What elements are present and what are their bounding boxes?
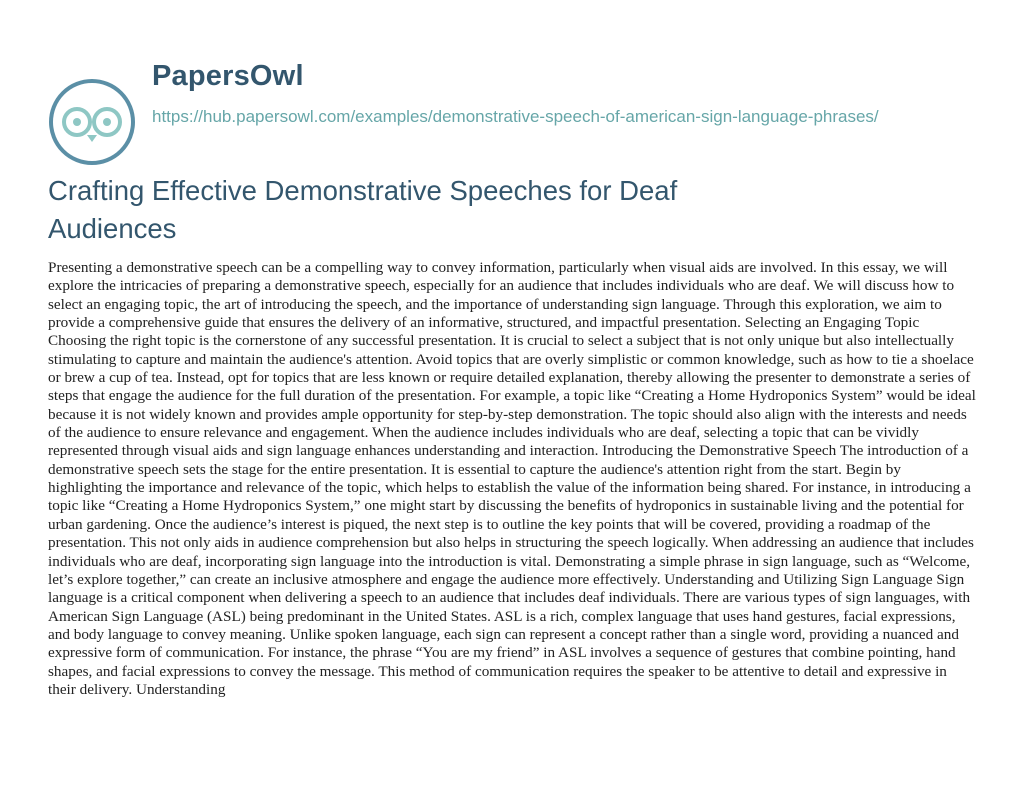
brand-name[interactable]: PapersOwl xyxy=(152,60,304,92)
owl-logo-icon[interactable] xyxy=(48,78,136,166)
site-header xyxy=(48,58,948,158)
article-title: Crafting Effective Demonstrative Speeches for Deaf Audiences xyxy=(48,175,678,244)
article-body: Presenting a demonstrative speech can be a compelling way to convey information, particularly when visual aids are involved. In this essay, we will explore the intricacies of preparing a demonstrative speech, especially for an audience that includes individuals who are deaf. We will discuss how to select an engaging topic, the art of introducing the speech, and the importance of understanding sign language. Through this exploration, we aim to provide a comprehensive guide that ensures the delivery of an informative, structured, and impactful presentation. Selecting an Engaging Topic Choosing the right topic is the cornerstone of any successful presentation. It is crucial to select a subject that is not only unique but also intellectually stimulating to capture and maintain the audience's attention. Avoid topics that are overly simplistic or common knowledge, such as how to tie a shoelace or brew a cup of tea. Instead, opt for topics that are less known or require detailed explanation, thereby allowing the presenter to demonstrate a series of steps that engage the audience for the full duration of the presentation. For example, a topic like “Creating a Home Hydroponics System” would be ideal because it is not widely known and provides ample opportunity for step-by-step demonstration. The topic should also align with the interests and needs of the audience to ensure relevance and engagement. When the audience includes individuals who are deaf, selecting a topic that can be vividly represented through visual aids and sign language enhances understanding and interaction. Introducing the Demonstrative Speech The introduction of a demonstrative speech sets the stage for the entire presentation. It is essential to capture the audience's attention right from the start. Begin by highlighting the importance and relevance of the topic, which helps to establish the value of the information being shared. For instance, in introducing a topic like “Creating a Home Hydroponics System,” one might start by discussing the benefits of hydroponics in sustainable living and the potential for urban gardening. Once the audience’s interest is piqued, the next step is to outline the key points that will be covered, providing a roadmap of the presentation. This not only aids in audience comprehension but also helps in structuring the speech logically. When addressing an audience that includes individuals who are deaf, incorporating sign language into the introduction is vital. Demonstrating a simple phrase in sign language, such as “Welcome, let’s explore together,” can create an inclusive atmosphere and engage the audience more effectively. Understanding and Utilizing Sign Language Sign language is a critical component when delivering a speech to an audience that includes deaf individuals. There are various types of sign languages, with American Sign Language (ASL) being predominant in the United States. ASL is a rich, complex language that uses hand gestures, facial expressions, and body language to convey meaning. Unlike spoken language, each sign can represent a concept rather than a single word, providing a nuanced and expressive form of communication. For instance, the phrase “You are my friend” in ASL involves a sequence of gestures that combine pointing, hand shapes, and facial expressions to convey the message. This method of communication requires the speaker to be attentive to detail and expressive in their delivery. Understanding xyxy=(48,259,976,698)
source-url-link[interactable]: https://hub.papersowl.com/examples/demonstrative-speech-of-american-sign-language-phrases/ xyxy=(152,107,879,126)
